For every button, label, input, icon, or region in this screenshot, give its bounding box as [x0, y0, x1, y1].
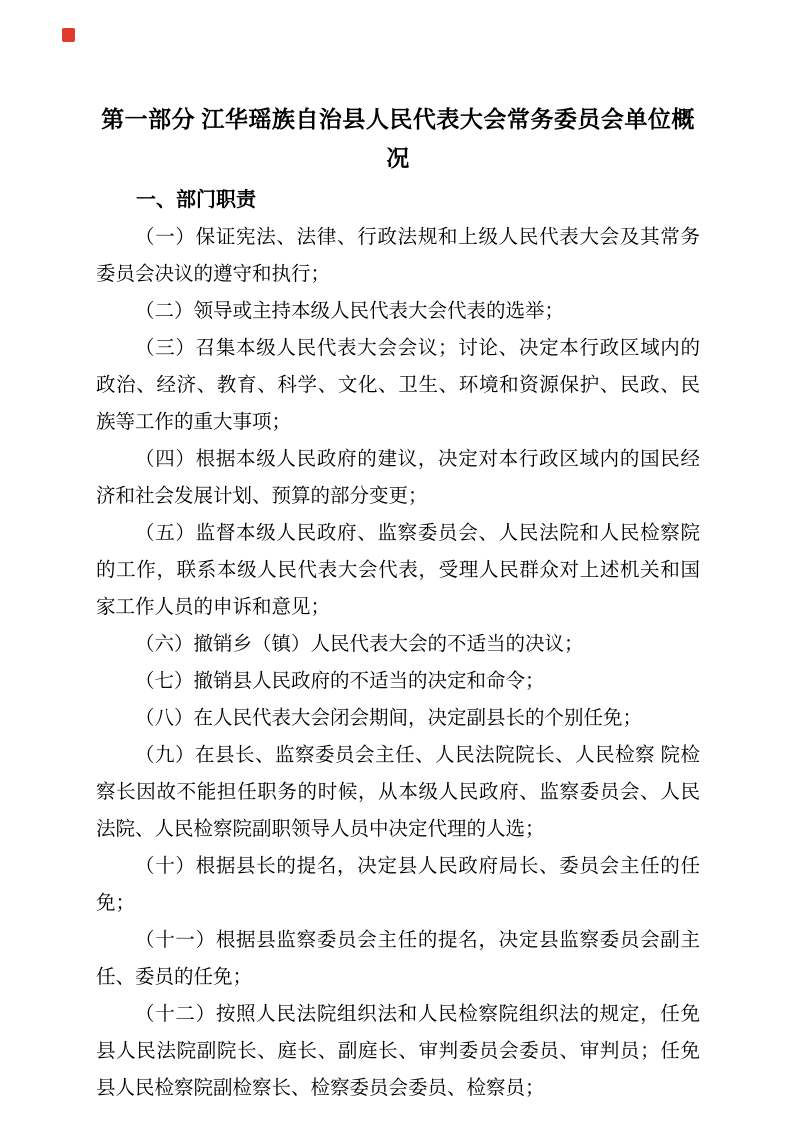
paragraph-8: （八）在人民代表大会闭会期间，决定副县长的个别任免；	[135, 708, 643, 729]
paragraph-1: （一）保证宪法、法律、行政法规和上级人民代表大会及其常务委员会决议的遵守和执行；	[96, 227, 700, 285]
red-stamp-mark	[62, 28, 75, 42]
section-heading: 一、部门职责	[136, 189, 256, 211]
paragraph-12: （十二）按照人民法院组织法和人民检察院组织法的规定，任免县人民法院副院长、庭长、副庭长、审判委员会委员、审判员；任免县人民检察院副检察长、检察委员会委员、检察员；	[96, 1004, 700, 1099]
paragraph-3: （三）召集本级人民代表大会会议；讨论、决定本行政区域内的政治、经济、教育、科学、文化、卫生、环境和资源保护、民政、民族等工作的重大事项；	[96, 338, 700, 433]
paragraph-7: （七）撤销县人民政府的不适当的决定和命令；	[135, 671, 545, 692]
paragraph-6: （六）撤销乡（镇）人民代表大会的不适当的决议；	[135, 634, 584, 655]
paragraph-11: （十一）根据县监察委员会主任的提名，决定县监察委员会副主任、委员的任免；	[96, 930, 700, 988]
paragraph-10: （十）根据县长的提名，决定县人民政府局长、委员会主任的任免；	[96, 856, 700, 914]
paragraph-9: （九）在县长、监察委员会主任、人民法院院长、人民检察 院检察长因故不能担任职务的时候，从本级人民政府、监察委员会、人民法院、人民检察院副职领导人员中决定代理的人选；	[96, 745, 700, 840]
document-title: 第一部分 江华瑶族自治县人民代表大会常务委员会单位概况	[101, 107, 695, 171]
paragraph-4: （四）根据本级人民政府的建议，决定对本行政区域内的国民经济和社会发展计划、预算的部分变更；	[96, 449, 700, 507]
paragraph-5: （五）监督本级人民政府、监察委员会、人民法院和人民检察院的工作，联系本级人民代表大会代表，受理人民群众对上述机关和国家工作人员的申诉和意见；	[96, 523, 700, 618]
paragraph-2: （二）领导或主持本级人民代表大会代表的选举；	[135, 301, 565, 322]
